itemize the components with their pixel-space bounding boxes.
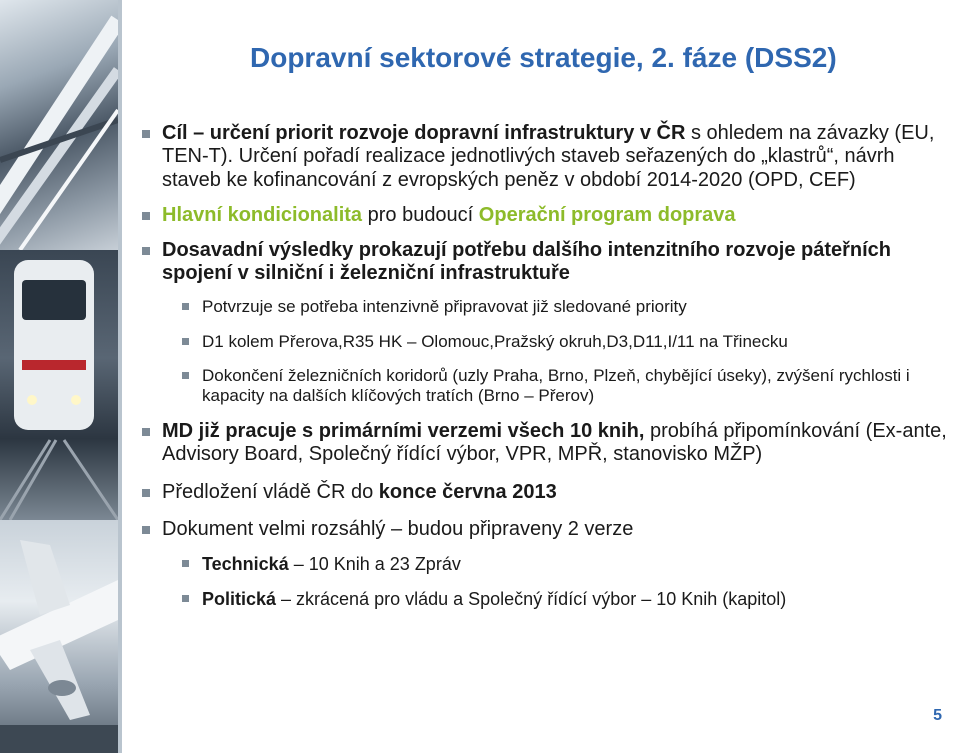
sub-bullet-railways [140,366,952,406]
strip-divider [118,0,122,753]
sub-bullet-roads [140,332,952,352]
slide-content [140,122,952,611]
bullet-results-text: Dosavadní výsledky prokazují potřebu dalšího intenzitního rozvoje páteřních spojení v silniční i železniční infrastruktuře [162,238,892,284]
sub-bullet-technical [140,554,952,575]
bullet-goal-rest: s ohledem na závazky (EU, TEN-T). Určení pořadí realizace jednotlivých staveb seřazených do „klastrů“, návrh staveb ke kofinancování z evropských peněz v období 2014-2020 (OPD, CEF) [162,122,935,191]
sub-bullet-political-rest: – zkrácená pro vládu a Společný řídící výbor – 10 Knih (kapitol) [276,589,787,610]
slide-title: Dopravní sektorové strategie, 2. fáze (DSS2) [250,42,837,73]
bullet-conditionality [140,204,952,227]
sub-bullet-technical-rest: – 10 Knih a 23 Zpráv [288,554,461,575]
sub-bullet-priorities-text: Potvrzuje se potřeba intenzivně připravovat již sledované priority [202,297,687,317]
sub-bullet-political [140,589,952,610]
sub-bullet-political-bold: Politická [202,589,277,610]
bullet-goal-bold: Cíl – určení priorit rozvoje dopravní infrastruktury v ČR [162,122,686,144]
sub-bullet-railways-text: Dokončení železničních koridorů (uzly Praha, Brno, Plzeň, chybějící úseky), zvýšení rychlosti i kapacity na dalších klíčových tratích (Brno – Přerov) [202,366,910,405]
sub-bullet-roads-text: D1 kolem Přerova,R35 HK – Olomouc,Pražský okruh,D3,D11,I/11 na Třinecku [202,332,788,352]
bullet-goal [140,122,952,192]
sub-bullet-technical-bold: Technická [202,554,289,575]
bullet-conditionality-highlight-1: Hlavní kondicionalita [162,204,363,227]
bullet-md-books-rest: probíhá připomínkování (Ex-ante, Advisory Board, Společný řídící výbor, VPR, MPŘ, stanovisko MŽP) [162,419,947,466]
highway-photo [0,0,118,250]
page-number: 5 [933,707,942,724]
bullet-document [140,518,952,541]
bullet-conditionality-highlight-2: Operační program doprava [478,204,736,227]
bullet-md-books-bold: MD již pracuje s primárními verzemi všech 10 knih, [162,419,645,442]
photo-strip [0,0,118,753]
bullet-government-text: Předložení vládě ČR do [162,480,379,503]
bullet-government-deadline: konce června 2013 [378,480,557,503]
bullet-government [140,481,952,504]
airplane-photo [0,520,118,753]
bullet-conditionality-mid: pro budoucí [362,204,479,227]
bullet-results [140,239,952,286]
sub-bullet-priorities [140,297,952,317]
train-photo [0,250,118,520]
bullet-md-books [140,420,952,467]
bullet-document-text: Dokument velmi rozsáhlý – budou připraveny 2 verze [162,518,634,541]
